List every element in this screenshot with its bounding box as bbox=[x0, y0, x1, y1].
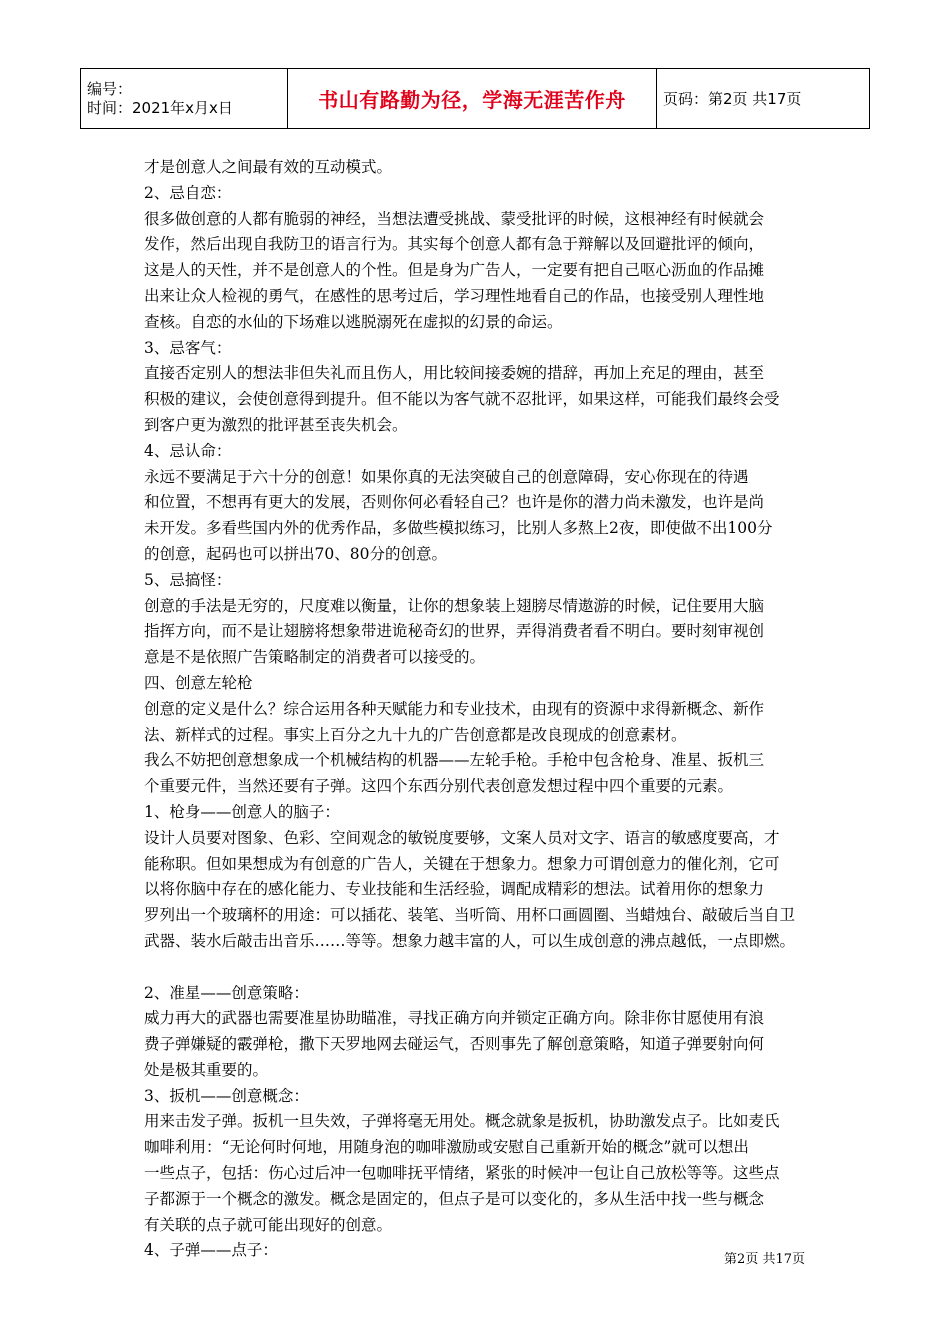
text-line: 咖啡利用：“无论何时何地，用随身泡的咖啡激励或安慰自己重新开始的概念”就可以想出 bbox=[144, 1138, 749, 1157]
text-line: 4、子弹——点子： bbox=[144, 1241, 278, 1260]
text-line: 1、枪身——创意人的脑子： bbox=[144, 802, 340, 821]
header-meta-cell bbox=[81, 69, 288, 129]
text-line: 指挥方向，而不是让翅膀将想象带进诡秘奇幻的世界，弄得消费者看不明白。要时刻审视创 bbox=[144, 622, 765, 641]
text-line: 子都源于一个概念的激发。概念是固定的，但点子是可以变化的，多从生活中找一些与概念 bbox=[144, 1189, 765, 1208]
text-line: 发作，然后出现自我防卫的语言行为。其实每个创意人都有急于辩解以及回避批评的倾向， bbox=[144, 235, 765, 254]
text-line: 处是极其重要的。 bbox=[144, 1060, 269, 1079]
page-header bbox=[80, 68, 870, 129]
text-line: 法、新样式的过程。事实上百分之九十九的广告创意都是改良现成的创意素材。 bbox=[144, 725, 687, 744]
text-line: 查核。自恋的水仙的下场难以逃脱溺死在虚拟的幻景的命运。 bbox=[144, 312, 563, 331]
document-number-label: 编号： bbox=[87, 79, 133, 98]
text-line: 积极的建议，会使创意得到提升。但不能以为客气就不忍批评，如果这样，可能我们最终会受 bbox=[144, 390, 780, 409]
text-line: 个重要元件，当然还要有子弹。这四个东西分别代表创意发想过程中四个重要的元素。 bbox=[144, 777, 734, 796]
text-line: 永远不要满足于六十分的创意！如果你真的无法突破自己的创意障碍，安心你现在的待遇 bbox=[144, 467, 749, 486]
text-line: 3、扳机——创意概念： bbox=[144, 1086, 309, 1105]
page-footer: 第2页 共17页 bbox=[724, 1252, 805, 1267]
text-line: 一些点子，包括：伤心过后冲一包咖啡抚平情绪，紧张的时候冲一包让自己放松等等。这些点 bbox=[144, 1164, 780, 1183]
text-line: 用来击发子弹。扳机一旦失效，子弹将毫无用处。概念就象是扳机，协助激发点子。比如麦氏 bbox=[144, 1112, 780, 1131]
header-motto: 书山有路勤为径，学海无涯苦作舟 bbox=[288, 69, 657, 129]
text-line: 设计人员要对图象、色彩、空间观念的敏锐度要够，文案人员对文字、语言的敏感度要高，才 bbox=[144, 828, 780, 847]
text-line: 未开发。多看些国内外的优秀作品，多做些模拟练习，比别人多熬上2夜，即使做不出100分 bbox=[144, 519, 773, 538]
text-line: 费子弹嫌疑的霰弹枪，撒下天罗地网去碰运气，否则事先了解创意策略，知道子弹要射向何 bbox=[144, 1035, 765, 1054]
text-line: 威力再大的武器也需要准星协助瞄准，寻找正确方向并锁定正确方向。除非你甘愿使用有浪 bbox=[144, 1009, 765, 1028]
text-line: 和位置，不想再有更大的发展，否则你何必看轻自己？也许是你的潜力尚未激发，也许是尚 bbox=[144, 493, 765, 512]
text-line: 到客户更为激烈的批评甚至丧失机会。 bbox=[144, 415, 408, 434]
text-line: 才是创意人之间最有效的互动模式。 bbox=[144, 158, 393, 176]
header-page-info: 页码：第2页 共17页 bbox=[657, 69, 870, 129]
text-line: 很多做创意的人都有脆弱的神经，当想法遭受挑战、蒙受批评的时候，这根神经有时候就会 bbox=[144, 209, 765, 228]
text-line: 意是不是依照广告策略制定的消费者可以接受的。 bbox=[144, 648, 486, 667]
text-line: 2、忌自恋： bbox=[144, 183, 232, 202]
text-line: 我么不妨把创意想象成一个机械结构的机器——左轮手枪。手枪中包含枪身、准星、扳机三 bbox=[144, 751, 765, 770]
text-line: 四、创意左轮枪 bbox=[144, 673, 253, 692]
text-line: 以将你脑中存在的感化能力、专业技能和生活经验，调配成精彩的想法。试着用你的想象力 bbox=[144, 880, 765, 899]
text-line: 罗列出一个玻璃杯的用途：可以插花、装笔、当听筒、用杯口画圆圈、当蜡烛台、敲破后当自卫 bbox=[144, 906, 796, 925]
text-line: 2、准星——创意策略： bbox=[144, 983, 309, 1002]
text-line: 5、忌搞怪： bbox=[144, 570, 232, 589]
text-line: 的创意，起码也可以拼出70、80分的创意。 bbox=[144, 544, 447, 563]
document-body bbox=[144, 155, 824, 1264]
text-line: 这是人的天性，并不是创意人的个性。但是身为广告人，一定要有把自己呕心沥血的作品摊 bbox=[144, 261, 765, 280]
blank-line bbox=[144, 955, 824, 981]
document-date: 时间：2021年x月x日 bbox=[87, 98, 233, 117]
text-line: 3、忌客气： bbox=[144, 338, 232, 357]
text-line: 出来让众人检视的勇气，在感性的思考过后，学习理性地看自己的作品，也接受别人理性地 bbox=[144, 286, 765, 305]
text-line: 4、忌认命： bbox=[144, 441, 232, 460]
text-line: 创意的手法是无穷的，尺度难以衡量，让你的想象装上翅膀尽情遨游的时候，记住要用大脑 bbox=[144, 596, 765, 615]
text-line: 有关联的点子就可能出现好的创意。 bbox=[144, 1215, 393, 1234]
text-line: 能称职。但如果想成为有创意的广告人，关键在于想象力。想象力可谓创意力的催化剂，它可 bbox=[144, 854, 780, 873]
text-line: 创意的定义是什么？综合运用各种天赋能力和专业技术，由现有的资源中求得新概念、新作 bbox=[144, 699, 765, 718]
text-line: 武器、装水后敲击出音乐……等等。想象力越丰富的人，可以生成创意的沸点越低，一点即燃。 bbox=[144, 931, 796, 950]
text-line: 直接否定别人的想法非但失礼而且伤人，用比较间接委婉的措辞，再加上充足的理由，甚至 bbox=[144, 364, 765, 383]
